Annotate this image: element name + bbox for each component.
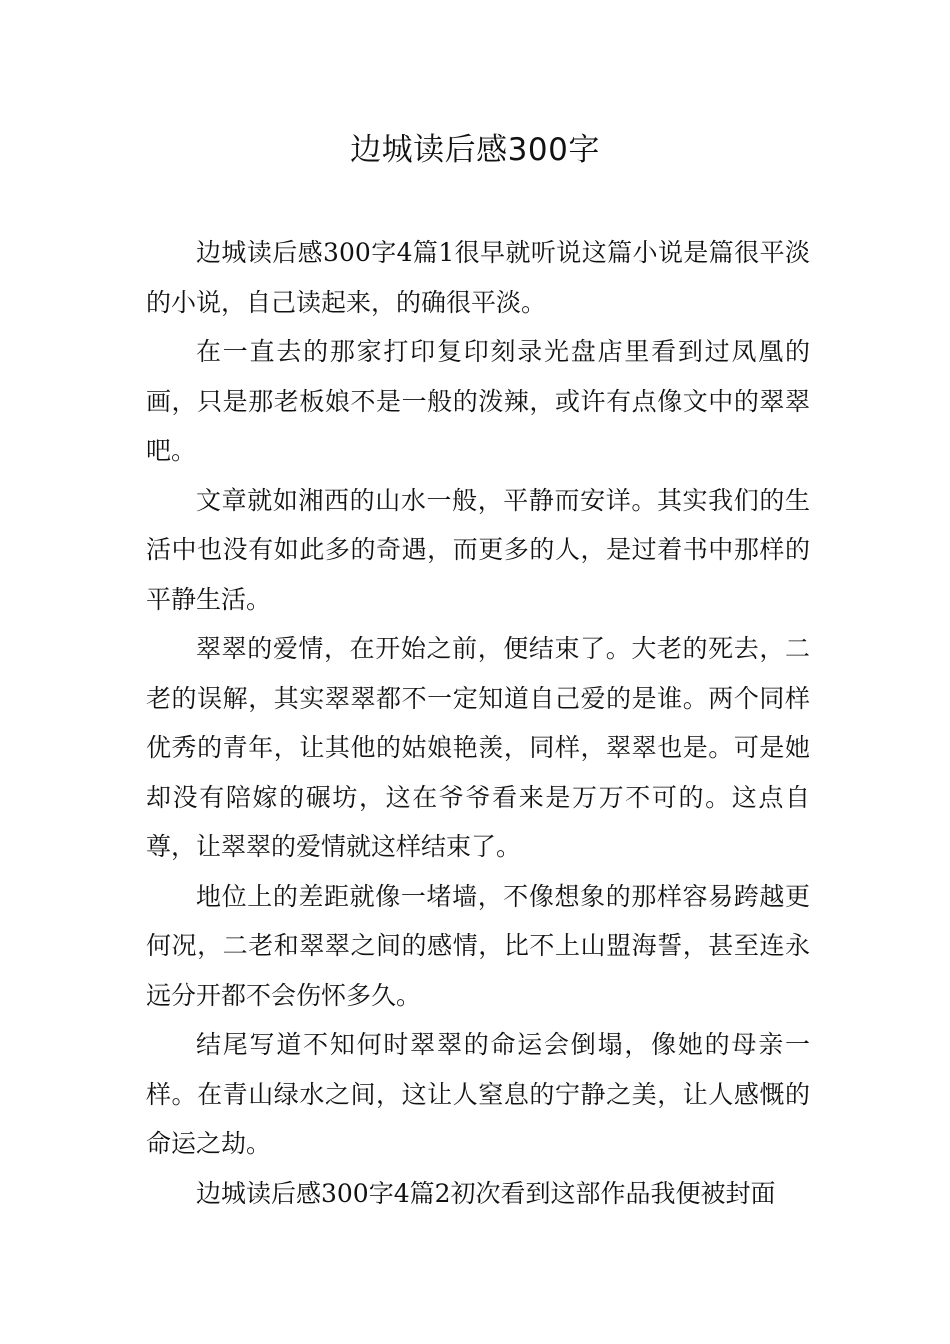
document-title: 边城读后感300字: [350, 132, 600, 168]
document-body: [146, 228, 810, 1218]
paragraph-5: 地位上的差距就像一堵墙，不像想象的那样容易跨越更何况，二老和翠翠之间的感情，比不上山盟海誓，甚至连永远分开都不会伤怀多久。: [146, 881, 810, 1010]
paragraph-7: 边城读后感300字4篇2初次看到这部作品我便被封面: [196, 1178, 776, 1208]
paragraph-4: 翠翠的爱情，在开始之前，便结束了。大老的死去，二老的误解，其实翠翠都不一定知道自己爱的是谁。两个同样优秀的青年，让其他的姑娘艳羡，同样，翠翠也是。可是她却没有陪嫁的碾坊，这在爷爷看来是万万不可的。这点自尊，让翠翠的爱情就这样结束了。: [146, 634, 810, 861]
paragraph-6: 结尾写道不知何时翠翠的命运会倒塌，像她的母亲一样。在青山绿水之间，这让人窒息的宁静之美，让人感慨的命运之劫。: [146, 1030, 810, 1158]
paragraph-2: 在一直去的那家打印复印刻录光盘店里看到过凤凰的画，只是那老板娘不是一般的泼辣，或许有点像文中的翠翠吧。: [146, 337, 810, 465]
paragraph-3: 文章就如湘西的山水一般，平静而安详。其实我们的生活中也没有如此多的奇遇，而更多的人，是过着书中那样的平静生活。: [146, 485, 810, 614]
paragraph-1: 边城读后感300字4篇1很早就听说这篇小说是篇很平淡的小说，自己读起来，的确很平淡。: [146, 238, 810, 317]
